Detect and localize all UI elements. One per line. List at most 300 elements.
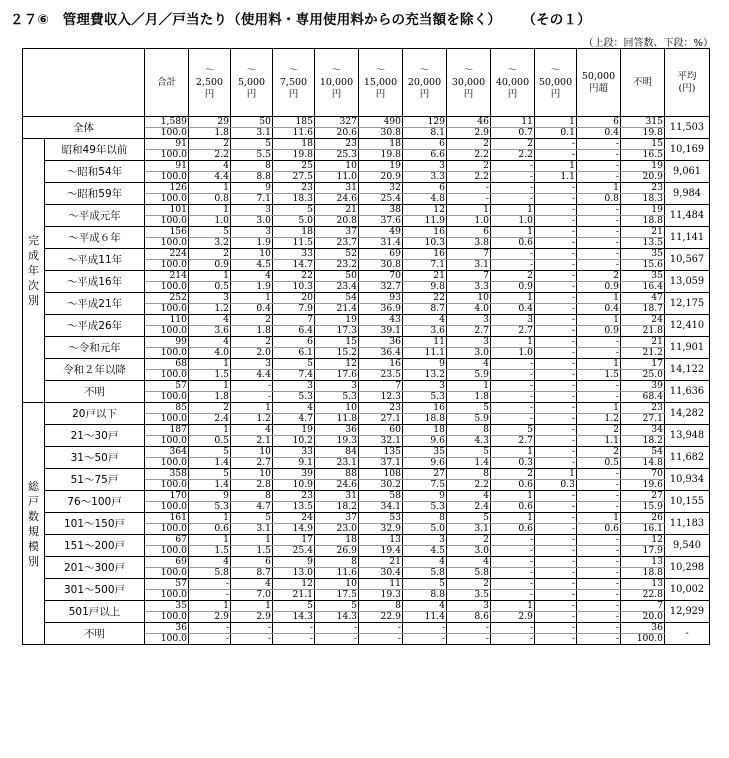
percent-cell: 20.9 (359, 172, 403, 183)
count-cell: 6 (447, 227, 491, 238)
column-header: ～ 7,500 円 (273, 49, 315, 117)
count-cell: 10 (231, 249, 273, 260)
percent-cell: 0.4 (231, 304, 273, 315)
percent-cell: 18.2 (621, 436, 665, 447)
count-cell: 1 (577, 359, 621, 370)
percent-cell: 0.7 (491, 128, 535, 139)
percent-cell: 5.8 (447, 568, 491, 579)
percent-cell: 9.8 (403, 282, 447, 293)
count-cell: 84 (315, 447, 359, 458)
count-cell: 5 (491, 425, 535, 436)
count-cell: 3 (231, 359, 273, 370)
count-cell: 5 (189, 469, 231, 480)
count-cell: 1 (189, 513, 231, 524)
count-cell: 1 (189, 359, 231, 370)
percent-cell: 20.9 (621, 172, 665, 183)
percent-cell: 0.5 (189, 436, 231, 447)
percent-cell: 100.0 (145, 458, 189, 469)
count-cell: 39 (273, 469, 315, 480)
table-row (23, 161, 710, 172)
percent-cell: 5.3 (273, 392, 315, 403)
count-cell: - (577, 491, 621, 502)
percent-cell: 1.1 (535, 172, 577, 183)
count-cell: 36 (359, 337, 403, 348)
percent-cell: 3.1 (447, 260, 491, 271)
percent-cell: - (577, 238, 621, 249)
percent-cell: 32.1 (359, 436, 403, 447)
count-cell: 1 (491, 293, 535, 304)
count-cell: - (535, 513, 577, 524)
table-row (23, 227, 710, 238)
percent-cell: 4.0 (189, 348, 231, 359)
count-cell: 2 (447, 161, 491, 172)
percent-cell: - (315, 634, 359, 645)
percent-cell: 24.6 (315, 194, 359, 205)
percent-cell: 4.8 (403, 194, 447, 205)
percent-cell: 1.9 (231, 282, 273, 293)
row-label: ～昭和54年 (45, 161, 145, 183)
average-cell: 9,984 (665, 183, 710, 205)
count-cell: 101 (145, 205, 189, 216)
percent-cell: - (535, 194, 577, 205)
count-cell: 35 (621, 249, 665, 260)
count-cell: 12 (273, 579, 315, 590)
count-cell: 1 (447, 381, 491, 392)
count-cell: - (577, 381, 621, 392)
count-cell: - (535, 403, 577, 414)
percent-cell: 23.1 (315, 458, 359, 469)
percent-cell: 2.2 (189, 150, 231, 161)
count-cell: 1 (231, 403, 273, 414)
percent-cell: 14.8 (621, 458, 665, 469)
count-cell: - (577, 557, 621, 568)
percent-cell: 2.8 (231, 480, 273, 491)
percent-cell: 100.0 (145, 612, 189, 623)
count-cell: - (447, 623, 491, 634)
column-header: ～ 2,500 円 (189, 49, 231, 117)
count-cell: 224 (145, 249, 189, 260)
percent-cell: 5.9 (447, 370, 491, 381)
percent-cell: 9.6 (403, 436, 447, 447)
count-cell: 8 (447, 425, 491, 436)
percent-cell: 36.4 (359, 348, 403, 359)
count-cell: 2 (189, 403, 231, 414)
average-cell: 11,484 (665, 205, 710, 227)
percent-cell: 14.3 (273, 612, 315, 623)
average-cell: 11,183 (665, 513, 710, 535)
percent-cell: 37.6 (359, 216, 403, 227)
count-cell: 3 (315, 381, 359, 392)
percent-cell: 32.7 (359, 282, 403, 293)
percent-cell: 21.4 (315, 304, 359, 315)
row-label: 76～100戸 (45, 491, 145, 513)
percent-cell: 5.9 (447, 414, 491, 425)
count-cell: - (535, 623, 577, 634)
percent-cell: 22.8 (621, 590, 665, 601)
percent-cell: - (535, 590, 577, 601)
average-cell: 11,636 (665, 381, 710, 403)
count-cell: 18 (273, 227, 315, 238)
count-cell: 7 (359, 381, 403, 392)
count-cell: 50 (315, 271, 359, 282)
count-cell: 34 (621, 425, 665, 436)
count-cell: 57 (145, 381, 189, 392)
average-cell: 10,169 (665, 139, 710, 161)
count-cell: - (535, 183, 577, 194)
percent-cell: 23.7 (315, 238, 359, 249)
percent-cell: - (491, 590, 535, 601)
percent-cell: 0.6 (491, 238, 535, 249)
count-cell: 17 (273, 535, 315, 546)
count-cell: 37 (315, 227, 359, 238)
count-cell: 5 (273, 359, 315, 370)
percent-cell: 20.6 (315, 128, 359, 139)
percent-cell: 9.6 (403, 458, 447, 469)
percent-cell: 1.2 (577, 414, 621, 425)
percent-cell: 3.5 (447, 590, 491, 601)
row-label: ～平成６年 (45, 227, 145, 249)
count-cell: 27 (621, 491, 665, 502)
percent-cell: 2.9 (491, 612, 535, 623)
percent-cell: - (577, 590, 621, 601)
count-cell: 35 (145, 601, 189, 612)
percent-cell: 21.8 (621, 326, 665, 337)
table-row (23, 337, 710, 348)
percent-cell: 30.4 (359, 568, 403, 579)
percent-cell: 10.3 (403, 238, 447, 249)
percent-cell: - (577, 150, 621, 161)
percent-cell: 10.9 (273, 480, 315, 491)
percent-cell: 12.3 (359, 392, 403, 403)
percent-cell: 19.3 (359, 590, 403, 601)
percent-cell: 23.4 (315, 282, 359, 293)
percent-cell: - (577, 568, 621, 579)
count-cell: 21 (621, 227, 665, 238)
percent-cell: 27.1 (621, 414, 665, 425)
count-cell: 67 (145, 535, 189, 546)
percent-cell: 2.9 (189, 612, 231, 623)
count-cell: 10 (315, 161, 359, 172)
count-cell: 52 (315, 249, 359, 260)
row-label: 201～300戸 (45, 557, 145, 579)
count-cell: 22 (273, 271, 315, 282)
percent-cell: 1.0 (491, 348, 535, 359)
row-label: ～令和元年 (45, 337, 145, 359)
percent-cell: 20.0 (621, 612, 665, 623)
count-cell: 12 (315, 359, 359, 370)
count-cell: 16 (403, 249, 447, 260)
percent-cell: 17.6 (315, 370, 359, 381)
count-cell: 3 (491, 315, 535, 326)
count-cell: - (535, 491, 577, 502)
percent-cell: 17.5 (315, 590, 359, 601)
count-cell: 7 (273, 315, 315, 326)
percent-cell: 14.9 (273, 524, 315, 535)
count-cell: 4 (231, 271, 273, 282)
percent-cell: 100.0 (145, 304, 189, 315)
percent-cell: 100.0 (145, 436, 189, 447)
percent-cell: 2.4 (447, 502, 491, 513)
percent-cell: 100.0 (621, 634, 665, 645)
percent-cell: 3.1 (447, 524, 491, 535)
percent-cell: 36.9 (359, 304, 403, 315)
percent-cell: 100.0 (145, 326, 189, 337)
count-cell: 10 (447, 293, 491, 304)
count-cell: 21 (315, 205, 359, 216)
percent-cell: 1.5 (189, 546, 231, 557)
count-cell: 214 (145, 271, 189, 282)
percent-cell: 5.3 (403, 392, 447, 403)
percent-cell: 6.6 (403, 150, 447, 161)
percent-cell: 0.4 (577, 128, 621, 139)
count-cell: 2 (491, 139, 535, 150)
percent-cell: 24.6 (315, 480, 359, 491)
table-row (23, 469, 710, 480)
percent-cell: 34.1 (359, 502, 403, 513)
column-header: ～ 40,000 円 (491, 49, 535, 117)
count-cell: - (491, 557, 535, 568)
table-row (23, 403, 710, 414)
table-row (23, 535, 710, 546)
percent-cell: 100.0 (145, 282, 189, 293)
percent-cell: - (447, 634, 491, 645)
count-cell: 32 (359, 183, 403, 194)
percent-cell: 1.2 (189, 304, 231, 315)
percent-cell: 100.0 (145, 370, 189, 381)
percent-cell: 100.0 (145, 128, 189, 139)
count-cell: 2 (447, 139, 491, 150)
count-cell: 4 (231, 425, 273, 436)
average-cell: 9,540 (665, 535, 710, 557)
count-cell: - (491, 161, 535, 172)
count-cell: 46 (447, 117, 491, 128)
percent-cell: - (577, 172, 621, 183)
table-row (23, 557, 710, 568)
row-label: ～平成16年 (45, 271, 145, 293)
percent-cell: 8.8 (403, 590, 447, 601)
average-cell: 10,567 (665, 249, 710, 271)
percent-cell: - (577, 260, 621, 271)
column-header: 合計 (145, 49, 189, 117)
count-cell: - (535, 535, 577, 546)
percent-cell: 3.0 (447, 546, 491, 557)
percent-cell: 100.0 (145, 238, 189, 249)
count-cell: 5 (273, 205, 315, 216)
count-cell: 108 (359, 469, 403, 480)
percent-cell: 18.7 (621, 304, 665, 315)
row-label: 20戸以下 (45, 403, 145, 425)
count-cell: 8 (447, 469, 491, 480)
percent-cell: 0.9 (577, 282, 621, 293)
count-cell: 156 (145, 227, 189, 238)
percent-cell: 8.1 (403, 128, 447, 139)
column-header: ～ 30,000 円 (447, 49, 491, 117)
percent-cell: 100.0 (145, 172, 189, 183)
count-cell: 187 (145, 425, 189, 436)
percent-cell: 1.4 (189, 480, 231, 491)
count-cell: 1 (189, 601, 231, 612)
percent-cell: 8.7 (403, 304, 447, 315)
percent-cell: 11.0 (315, 172, 359, 183)
count-cell: 15 (621, 139, 665, 150)
percent-cell: 15.6 (621, 260, 665, 271)
count-cell: - (231, 381, 273, 392)
percent-cell: 18.8 (621, 216, 665, 227)
percent-cell: 15.9 (621, 502, 665, 513)
percent-cell: 4.4 (189, 172, 231, 183)
percent-cell: 0.1 (535, 128, 577, 139)
count-cell: 1 (577, 403, 621, 414)
count-cell: 8 (315, 557, 359, 568)
count-cell: - (577, 227, 621, 238)
count-cell: 1 (491, 205, 535, 216)
percent-cell: - (273, 634, 315, 645)
percent-cell: 1.8 (189, 392, 231, 403)
percent-cell: - (491, 172, 535, 183)
row-label: ～平成21年 (45, 293, 145, 315)
count-cell: - (403, 623, 447, 634)
count-cell: 2 (491, 469, 535, 480)
percent-cell: 3.1 (231, 128, 273, 139)
count-cell: 27 (403, 469, 447, 480)
count-cell: 2 (231, 315, 273, 326)
count-cell: 85 (145, 403, 189, 414)
percent-cell: 2.2 (447, 480, 491, 491)
percent-cell: 26.9 (315, 546, 359, 557)
count-cell: - (577, 579, 621, 590)
count-cell: 54 (621, 447, 665, 458)
count-cell: - (189, 623, 231, 634)
percent-cell: 7.9 (273, 304, 315, 315)
percent-cell: 3.2 (189, 238, 231, 249)
count-cell: 9 (231, 183, 273, 194)
row-label: 101～150戸 (45, 513, 145, 535)
percent-cell: 19.8 (273, 150, 315, 161)
percent-cell: 8.6 (447, 612, 491, 623)
percent-cell: 11.8 (315, 414, 359, 425)
average-cell: 14,122 (665, 359, 710, 381)
count-cell: 4 (189, 557, 231, 568)
count-cell: 4 (189, 161, 231, 172)
percent-cell: 100.0 (145, 634, 189, 645)
count-cell: 5 (315, 601, 359, 612)
percent-cell: 27.5 (273, 172, 315, 183)
percent-cell: 31.4 (359, 238, 403, 249)
count-cell: 2 (577, 271, 621, 282)
group-label: 総 戸 数 規 模 別 (23, 403, 45, 645)
count-cell: - (491, 249, 535, 260)
count-cell: 19 (315, 315, 359, 326)
percent-cell: 25.4 (359, 194, 403, 205)
count-cell: 1 (231, 293, 273, 304)
count-cell: 49 (359, 227, 403, 238)
percent-cell: 1.0 (491, 216, 535, 227)
average-cell: 11,141 (665, 227, 710, 249)
percent-cell: 0.6 (189, 524, 231, 535)
count-cell: 8 (231, 161, 273, 172)
percent-cell: - (577, 348, 621, 359)
count-cell: 36 (315, 425, 359, 436)
average-cell: 11,503 (665, 117, 710, 139)
average-cell: 13,948 (665, 425, 710, 447)
count-cell: 1 (231, 601, 273, 612)
count-cell: 23 (359, 403, 403, 414)
count-cell: 11 (359, 579, 403, 590)
table-row (23, 315, 710, 326)
percent-cell: - (577, 634, 621, 645)
row-label: ～平成元年 (45, 205, 145, 227)
percent-cell: - (535, 414, 577, 425)
count-cell: 1 (189, 205, 231, 216)
count-cell: 24 (621, 315, 665, 326)
table-row (23, 579, 710, 590)
count-cell: 18 (403, 425, 447, 436)
percent-cell: 32.9 (359, 524, 403, 535)
count-cell: 21 (403, 271, 447, 282)
count-cell: 2 (231, 337, 273, 348)
count-cell: 12 (403, 205, 447, 216)
percent-cell: - (403, 634, 447, 645)
count-cell: 1 (491, 513, 535, 524)
percent-cell: - (535, 612, 577, 623)
percent-cell: 1.9 (231, 238, 273, 249)
count-cell: - (577, 249, 621, 260)
count-cell: 5 (447, 513, 491, 524)
count-cell: - (491, 579, 535, 590)
row-label: 全体 (23, 117, 145, 139)
count-cell: - (491, 183, 535, 194)
count-cell: 68 (145, 359, 189, 370)
count-cell: 13 (621, 557, 665, 568)
count-cell: 10 (315, 403, 359, 414)
percent-cell: 30.2 (359, 480, 403, 491)
count-cell: 31 (315, 491, 359, 502)
page-title (10, 8, 591, 28)
count-cell: 3 (231, 227, 273, 238)
percent-cell: 14.7 (273, 260, 315, 271)
percent-cell: 17.3 (315, 326, 359, 337)
percent-cell: 5.3 (403, 502, 447, 513)
row-label: 301～500戸 (45, 579, 145, 601)
percent-cell: 7.1 (403, 260, 447, 271)
count-cell: 25 (273, 161, 315, 172)
title-part: （その１） (529, 12, 591, 28)
percent-cell: 19.6 (621, 480, 665, 491)
percent-cell: 7.5 (403, 480, 447, 491)
average-cell: 11,682 (665, 447, 710, 469)
count-cell: - (535, 557, 577, 568)
count-cell: - (535, 315, 577, 326)
percent-cell: 2.1 (231, 436, 273, 447)
count-cell: 110 (145, 315, 189, 326)
count-cell: 9 (403, 359, 447, 370)
percent-cell: 0.6 (491, 502, 535, 513)
count-cell: - (231, 623, 273, 634)
percent-cell: - (189, 590, 231, 601)
count-cell: 47 (621, 293, 665, 304)
count-cell: 4 (403, 601, 447, 612)
column-header: 不明 (621, 49, 665, 117)
count-cell: 6 (577, 117, 621, 128)
count-cell: 129 (403, 117, 447, 128)
percent-cell: - (491, 568, 535, 579)
percent-cell: 14.3 (315, 612, 359, 623)
count-cell: 5 (273, 601, 315, 612)
percent-cell: - (535, 392, 577, 403)
count-cell: 490 (359, 117, 403, 128)
count-cell: 5 (447, 403, 491, 414)
percent-cell: 5.8 (189, 568, 231, 579)
